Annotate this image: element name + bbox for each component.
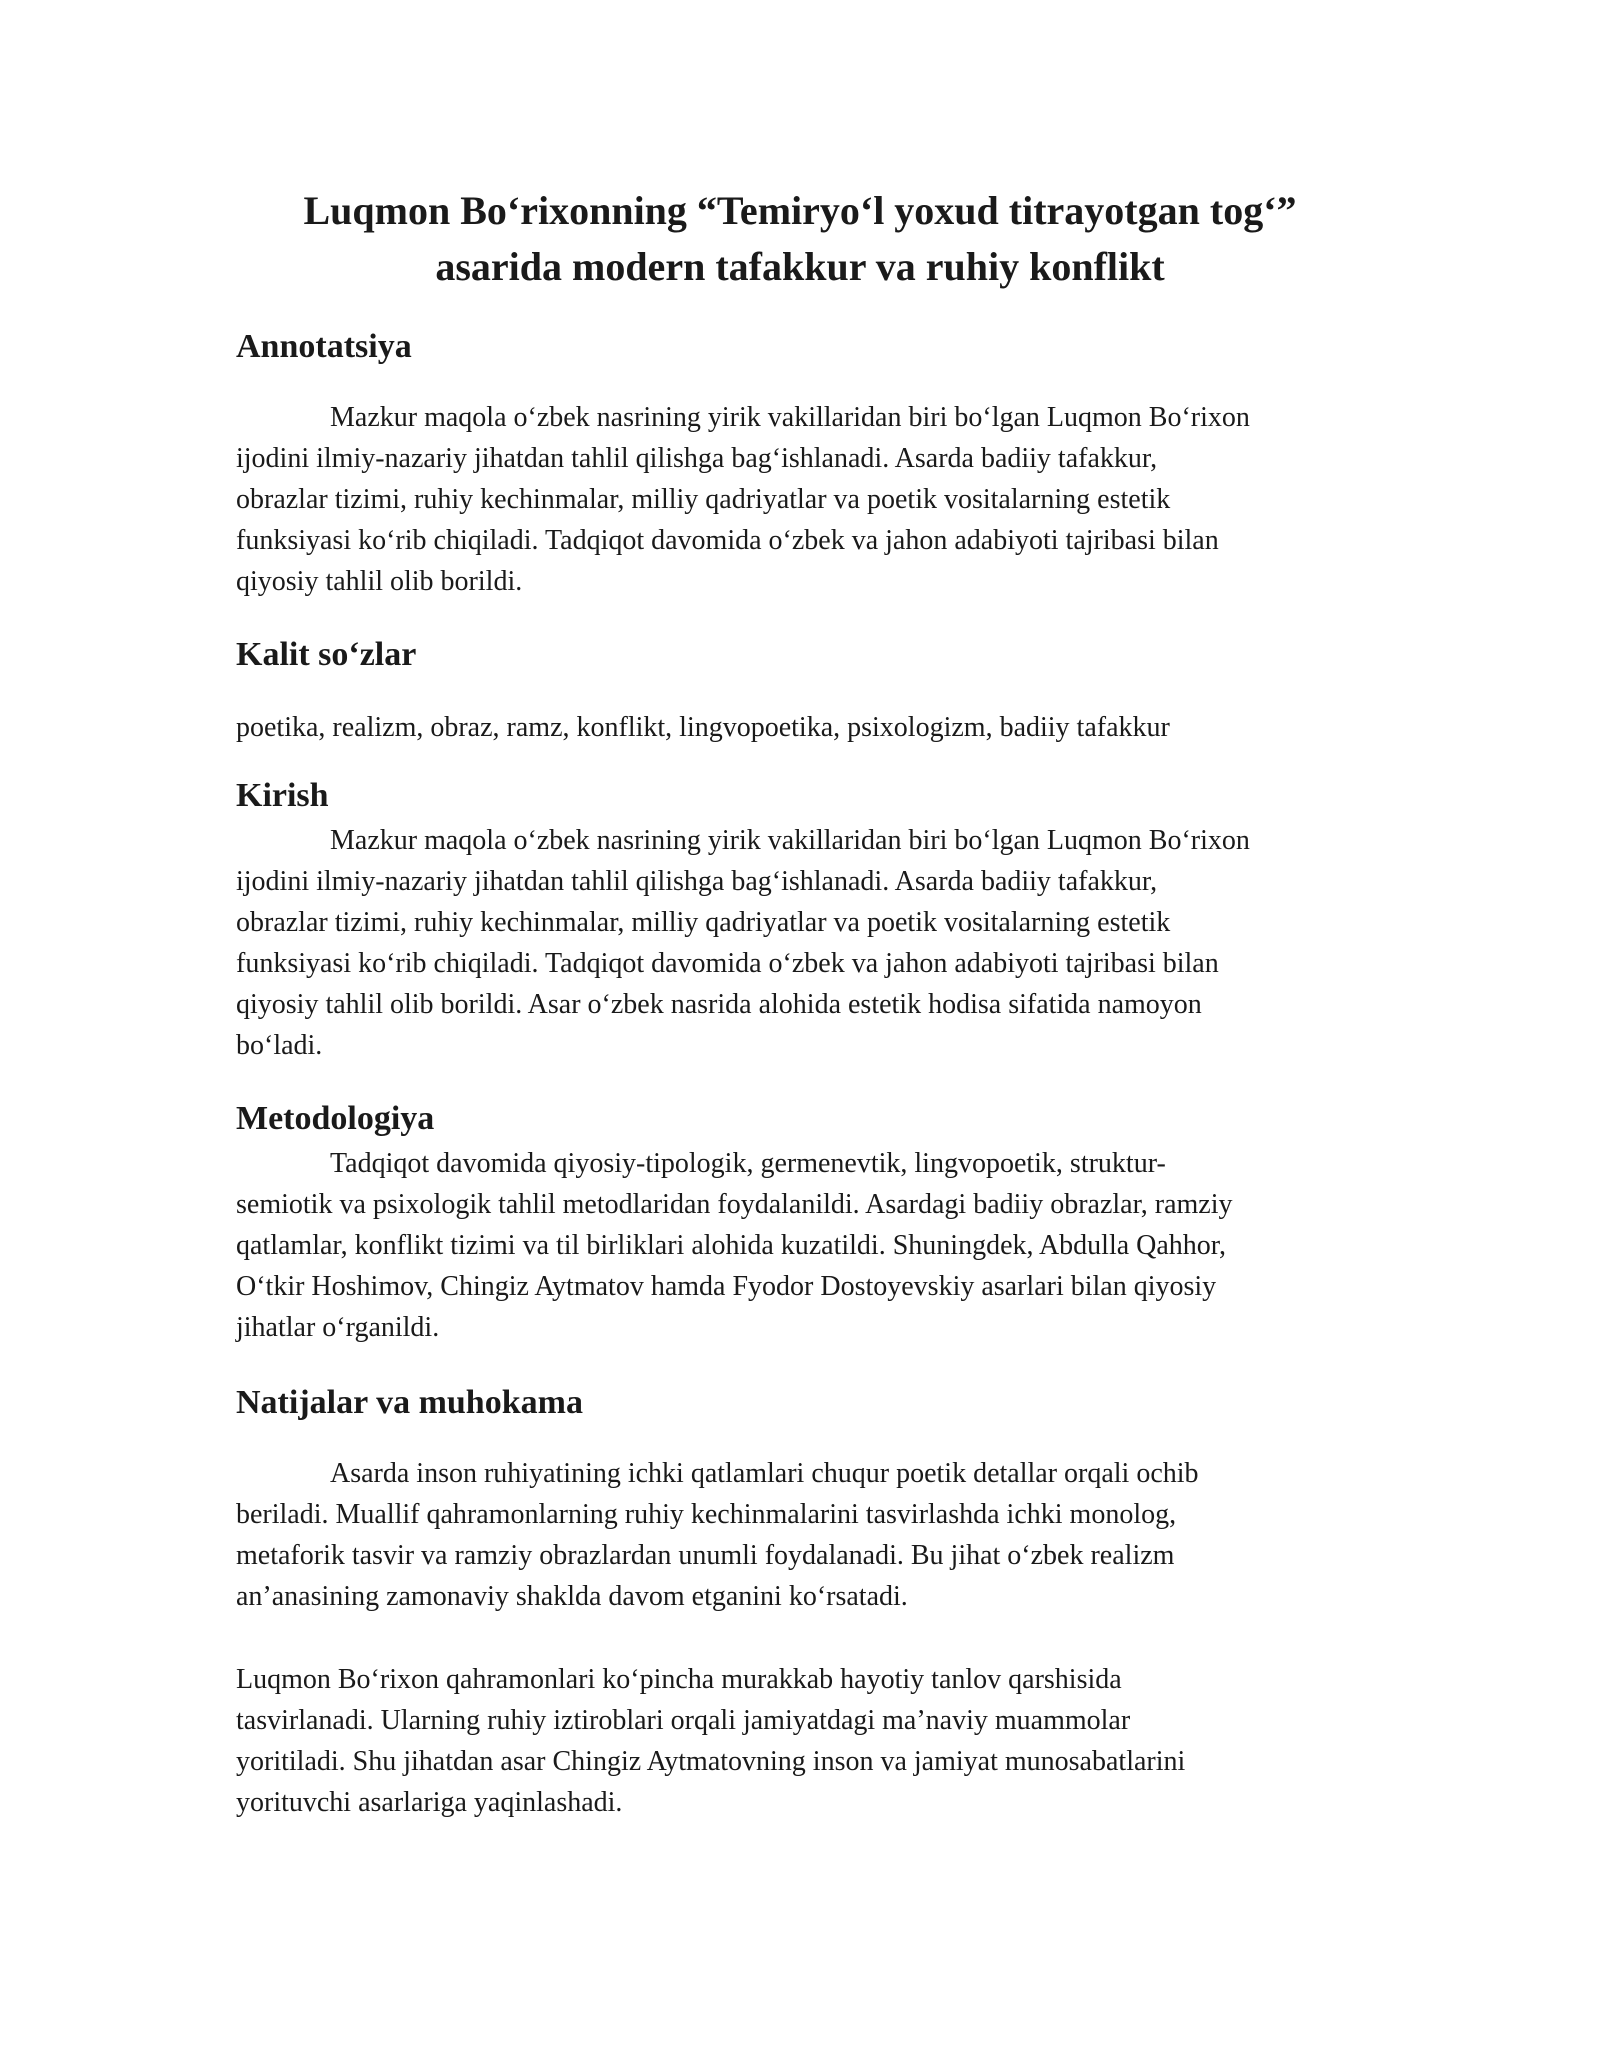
text-line: bo‘ladi. bbox=[236, 1030, 323, 1061]
paragraph-metodologiya bbox=[236, 1143, 1368, 1348]
text-line: Tadqiqot davomida qiyosiy-tipologik, germenevtik, lingvopoetik, struktur- bbox=[330, 1148, 1166, 1179]
paragraph-annotatsiya bbox=[236, 397, 1368, 602]
text-line: beriladi. Muallif qahramonlarning ruhiy kechinmalarini tasvirlashda ichki monolog, bbox=[236, 1499, 1177, 1530]
text-line: tasvirlanadi. Ularning ruhiy iztiroblari orqali jamiyatdagi ma’naviy muammolar bbox=[236, 1705, 1131, 1736]
text-line: poetika, realizm, obraz, ramz, konflikt, lingvopoetika, psixologizm, badiiy tafakkur bbox=[236, 712, 1170, 743]
text-line: Mazkur maqola o‘zbek nasrining yirik vakillaridan biri bo‘lgan Luqmon Bo‘rixon bbox=[330, 825, 1250, 856]
article-title bbox=[200, 183, 1400, 295]
title-line: asarida modern tafakkur va ruhiy konflikt bbox=[435, 244, 1165, 289]
text-line: qiyosiy tahlil olib borildi. Asar o‘zbek nasrida alohida estetik hodisa sifatida namoyon bbox=[236, 989, 1202, 1020]
text-line: Luqmon Bo‘rixon qahramonlari ko‘pincha murakkab hayotiy tanlov qarshisida bbox=[236, 1664, 1122, 1695]
text-line: metaforik tasvir va ramziy obrazlardan unumli foydalanadi. Bu jihat o‘zbek realizm bbox=[236, 1540, 1175, 1571]
section-heading-natijalar: Natijalar va muhokama bbox=[236, 1384, 583, 1421]
text-line: yoritiladi. Shu jihatdan asar Chingiz Aytmatovning inson va jamiyat munosabatlarini bbox=[236, 1746, 1186, 1777]
text-line: obrazlar tizimi, ruhiy kechinmalar, milliy qadriyatlar va poetik vositalarning estetik bbox=[236, 907, 1171, 938]
text-line: Mazkur maqola o‘zbek nasrining yirik vakillaridan biri bo‘lgan Luqmon Bo‘rixon bbox=[330, 402, 1250, 433]
paragraph-kirish bbox=[236, 820, 1368, 1066]
section-heading-kalit-sozlar: Kalit so‘zlar bbox=[236, 636, 417, 673]
text-line: funksiyasi ko‘rib chiqiladi. Tadqiqot davomida o‘zbek va jahon adabiyoti tajribasi bilan bbox=[236, 525, 1219, 556]
text-line: qatlamlar, konflikt tizimi va til birliklari alohida kuzatildi. Shuningdek, Abdulla Qahhor, bbox=[236, 1230, 1227, 1261]
text-line: jihatlar o‘rganildi. bbox=[236, 1312, 440, 1343]
paragraph-natijalar-1 bbox=[236, 1453, 1368, 1617]
section-heading-kirish: Kirish bbox=[236, 777, 329, 814]
section-heading-metodologiya: Metodologiya bbox=[236, 1100, 435, 1137]
section-heading-annotatsiya: Annotatsiya bbox=[236, 328, 412, 365]
text-line: an’anasining zamonaviy shaklda davom etganini ko‘rsatadi. bbox=[236, 1581, 908, 1612]
text-line: Asarda inson ruhiyatining ichki qatlamlari chuqur poetik detallar orqali ochib bbox=[330, 1458, 1199, 1489]
text-line: funksiyasi ko‘rib chiqiladi. Tadqiqot davomida o‘zbek va jahon adabiyoti tajribasi bilan bbox=[236, 948, 1219, 979]
text-line: O‘tkir Hoshimov, Chingiz Aytmatov hamda Fyodor Dostoyevskiy asarlari bilan qiyosiy bbox=[236, 1271, 1217, 1302]
paragraph-natijalar-2 bbox=[236, 1659, 1368, 1823]
text-line: semiotik va psixologik tahlil metodlaridan foydalanildi. Asardagi badiiy obrazlar, ramziy bbox=[236, 1189, 1233, 1220]
text-line: obrazlar tizimi, ruhiy kechinmalar, milliy qadriyatlar va poetik vositalarning estetik bbox=[236, 484, 1171, 515]
text-line: qiyosiy tahlil olib borildi. bbox=[236, 566, 523, 597]
text-line: ijodini ilmiy-nazariy jihatdan tahlil qilishga bag‘ishlanadi. Asarda badiiy tafakkur, bbox=[236, 443, 1158, 474]
text-line: yorituvchi asarlariga yaqinlashadi. bbox=[236, 1787, 623, 1818]
paragraph-kalit-sozlar bbox=[236, 707, 1368, 748]
text-line: ijodini ilmiy-nazariy jihatdan tahlil qilishga bag‘ishlanadi. Asarda badiiy tafakkur, bbox=[236, 866, 1158, 897]
title-line: Luqmon Bo‘rixonning “Temiryo‘l yoxud titrayotgan tog‘” bbox=[303, 188, 1297, 233]
